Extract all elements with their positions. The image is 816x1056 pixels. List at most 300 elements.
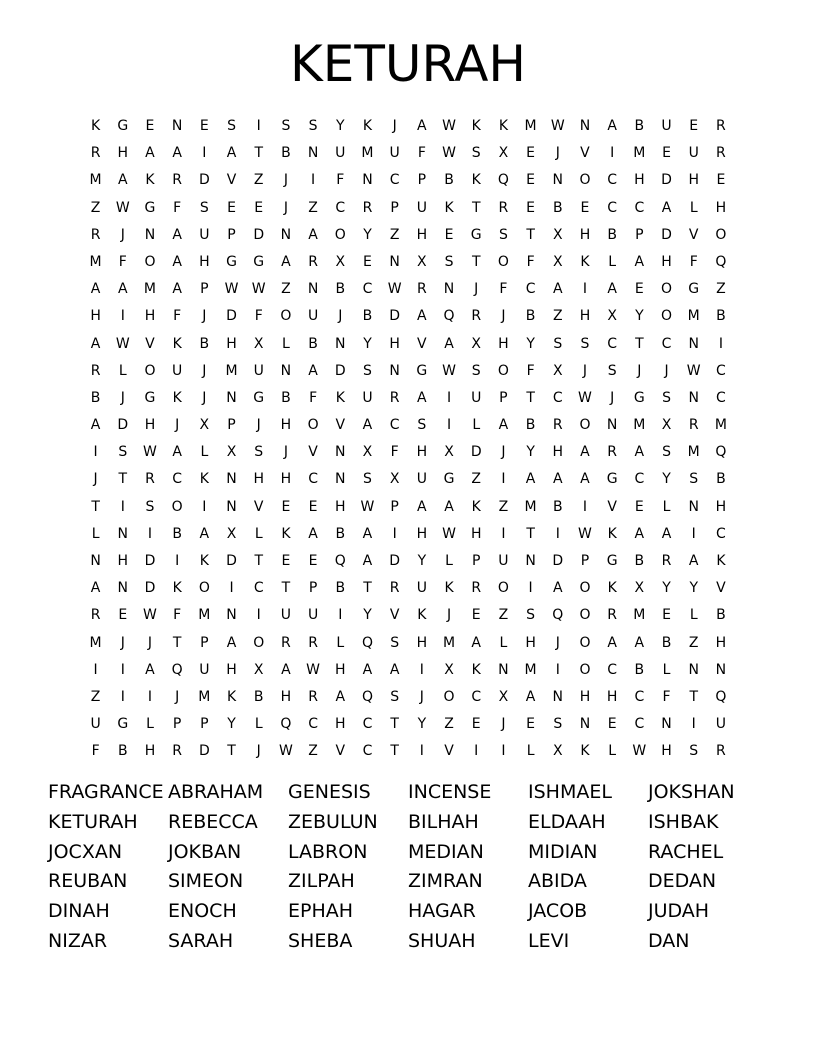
grid-letter: L [200, 444, 209, 461]
grid-letter: K [471, 118, 481, 134]
grid-letter: K [471, 661, 481, 678]
grid-letter: J [501, 308, 506, 325]
grid-letter: O [198, 580, 210, 597]
grid-letter: V [389, 607, 400, 624]
grid-letter: A [362, 661, 373, 678]
grid-letter: C [607, 335, 618, 352]
grid-letter: S [498, 226, 508, 243]
grid-letter: R [498, 199, 509, 216]
word-list-item: EPHAH [288, 900, 354, 923]
grid-letter: W [387, 281, 402, 298]
grid-letter: A [308, 525, 318, 542]
grid-letter: I [93, 661, 98, 678]
grid-letter: C [253, 580, 264, 597]
grid-letter: D [144, 553, 156, 569]
grid-letter: U [715, 716, 727, 733]
grid-letter: S [444, 253, 454, 270]
grid-letter: V [335, 743, 346, 760]
grid-letter: M [225, 362, 238, 379]
grid-letter: H [579, 308, 591, 325]
grid-letter: P [227, 417, 236, 434]
grid-letter: E [145, 118, 155, 134]
grid-letter: C [661, 335, 672, 352]
grid-letter: X [552, 226, 563, 243]
grid-letter: A [90, 580, 101, 597]
grid-letter: R [145, 471, 155, 488]
grid-letter: M [524, 661, 537, 678]
grid-letter: F [91, 743, 100, 760]
grid-row [82, 439, 742, 466]
grid-letter: K [716, 553, 726, 569]
grid-letter: A [444, 335, 454, 352]
grid-row [82, 657, 742, 684]
grid-letter: O [253, 634, 265, 651]
grid-letter: E [471, 607, 481, 624]
grid-letter: E [363, 253, 372, 270]
grid-letter: A [417, 389, 427, 406]
grid-letter: O [661, 308, 673, 325]
grid-letter: J [283, 199, 288, 216]
grid-letter: A [172, 226, 182, 243]
grid-row [82, 602, 742, 629]
grid-letter: I [718, 335, 723, 352]
grid-letter: E [716, 172, 726, 189]
grid-letter: K [145, 172, 155, 189]
grid-letter: I [528, 580, 533, 597]
grid-letter: R [308, 688, 318, 705]
grid-letter: E [254, 199, 264, 216]
word-list-item: BILHAH [408, 810, 479, 833]
grid-letter: E [580, 199, 590, 216]
grid-letter: J [637, 362, 642, 379]
grid-letter: M [89, 634, 102, 651]
grid-letter: A [308, 362, 318, 379]
grid-letter: Y [526, 444, 535, 461]
grid-letter: R [308, 253, 318, 270]
grid-letter: U [280, 607, 292, 624]
grid-letter: Z [716, 281, 726, 298]
grid-letter: R [308, 634, 318, 651]
grid-letter: J [664, 362, 669, 379]
grid-letter: D [552, 553, 564, 569]
word-list-item: JOCXAN [48, 840, 123, 863]
grid-letter: N [226, 471, 237, 488]
word-list-item: ISHBAK [648, 810, 719, 833]
grid-letter: L [282, 335, 290, 352]
grid-letter: X [226, 444, 237, 461]
grid-letter: C [389, 417, 400, 434]
grid-letter: N [226, 498, 237, 515]
grid-row [82, 412, 742, 439]
grid-letter: W [306, 661, 321, 678]
grid-letter: D [226, 308, 237, 325]
grid-letter: G [144, 389, 156, 406]
grid-letter: S [526, 607, 536, 624]
grid-letter: W [442, 118, 456, 134]
grid-letter: H [280, 688, 292, 705]
grid-letter: S [662, 389, 671, 406]
grid-letter: C [362, 716, 373, 733]
grid-letter: G [253, 389, 265, 406]
grid-row [82, 358, 742, 385]
grid-letter: A [417, 118, 427, 134]
grid-letter: R [172, 743, 183, 760]
grid-letter: S [662, 444, 671, 461]
word-list-item: ELDAAH [528, 810, 606, 833]
grid-letter: V [444, 743, 454, 760]
grid-letter: O [579, 661, 591, 678]
grid-letter: Z [90, 688, 101, 705]
word-list-item: HAGAR [408, 900, 476, 923]
grid-letter: W [686, 362, 701, 379]
grid-letter: L [146, 716, 154, 733]
grid-letter: E [471, 716, 481, 733]
grid-letter: H [335, 498, 346, 515]
grid-letter: E [444, 226, 454, 243]
grid-row [82, 494, 742, 521]
grid-letter: I [175, 553, 180, 569]
grid-letter: S [227, 118, 236, 134]
grid-letter: M [633, 417, 646, 434]
grid-letter: I [419, 661, 424, 678]
grid-letter: A [444, 498, 454, 515]
grid-letter: N [579, 716, 591, 733]
grid-letter: Y [662, 580, 671, 597]
grid-letter: Q [171, 661, 183, 678]
grid-letter: Z [498, 498, 509, 515]
grid-letter: B [117, 743, 128, 760]
grid-letter: H [199, 253, 210, 270]
grid-letter: M [714, 417, 727, 434]
grid-letter: C [335, 199, 346, 216]
grid-letter: H [661, 253, 672, 270]
grid-row [82, 167, 742, 194]
word-list-item: JOKBAN [168, 840, 242, 863]
grid-letter: U [471, 389, 482, 406]
grid-letter: C [716, 525, 726, 542]
grid-letter: N [171, 118, 183, 134]
grid-letter: P [227, 226, 236, 243]
grid-letter: A [634, 444, 645, 461]
grid-letter: M [633, 145, 646, 162]
grid-letter: I [474, 743, 479, 760]
grid-row [82, 711, 742, 738]
grid-letter: K [471, 172, 481, 189]
grid-letter: B [335, 580, 346, 597]
grid-letter: G [253, 253, 265, 270]
grid-letter: H [117, 553, 129, 569]
grid-letter: C [471, 688, 482, 705]
grid-letter: O [497, 253, 509, 270]
grid-letter: E [689, 118, 699, 134]
grid-letter: I [147, 688, 153, 705]
grid-letter: E [526, 145, 536, 162]
grid-letter: O [579, 634, 591, 651]
grid-letter: L [472, 417, 481, 434]
grid-letter: W [442, 362, 456, 379]
grid-letter: A [172, 444, 182, 461]
grid-letter: R [90, 607, 101, 624]
grid-letter: E [526, 199, 536, 216]
grid-letter: I [120, 661, 125, 678]
grid-letter: U [661, 118, 672, 134]
grid-letter: C [607, 172, 618, 189]
grid-letter: N [552, 688, 564, 705]
grid-letter: G [117, 716, 129, 733]
grid-letter: A [281, 253, 291, 270]
grid-letter: W [115, 335, 130, 352]
grid-letter: X [498, 145, 509, 162]
grid-letter: X [661, 417, 672, 434]
grid-letter: M [524, 118, 537, 134]
grid-letter: X [335, 253, 346, 270]
grid-letter: L [91, 525, 100, 542]
grid-letter: Z [552, 308, 563, 325]
word-list-item: ZILPAH [288, 870, 355, 893]
grid-letter: F [499, 281, 508, 298]
grid-letter: I [338, 607, 343, 624]
grid-letter: A [634, 253, 645, 270]
grid-letter: B [634, 553, 645, 569]
grid-letter: Y [227, 716, 236, 733]
word-list-item: RACHEL [648, 840, 724, 863]
grid-letter: P [200, 716, 209, 733]
grid-letter: A [117, 281, 128, 298]
grid-letter: T [172, 634, 182, 651]
grid-letter: Q [443, 308, 455, 325]
grid-letter: Q [715, 253, 727, 270]
grid-letter: T [254, 553, 263, 569]
grid-letter: Q [280, 716, 292, 733]
grid-letter: Z [308, 743, 318, 760]
grid-letter: A [471, 634, 481, 651]
grid-letter: S [254, 444, 264, 461]
grid-letter: C [308, 716, 318, 733]
grid-letter: G [688, 281, 700, 298]
grid-letter: Y [689, 580, 698, 597]
grid-letter: D [661, 172, 672, 189]
grid-row [82, 521, 742, 548]
grid-letter: C [362, 281, 373, 298]
grid-letter: S [471, 145, 481, 162]
word-list-item: JACOB [528, 900, 588, 923]
grid-letter: N [335, 444, 346, 461]
grid-letter: A [498, 417, 509, 434]
grid-letter: A [172, 145, 182, 162]
grid-letter: R [471, 308, 482, 325]
grid-letter: A [661, 525, 672, 542]
grid-letter: P [471, 553, 481, 569]
grid-letter: E [281, 498, 291, 515]
grid-letter: X [552, 362, 563, 379]
grid-letter: X [498, 688, 509, 705]
grid-letter: B [552, 498, 563, 515]
grid-letter: H [525, 634, 536, 651]
grid-letter: I [120, 688, 125, 705]
grid-letter: Y [336, 118, 345, 134]
grid-letter: L [662, 661, 671, 678]
grid-letter: R [90, 145, 101, 162]
grid-letter: I [582, 498, 588, 515]
grid-letter: I [446, 417, 452, 434]
grid-letter: V [145, 335, 155, 352]
grid-letter: X [389, 471, 400, 488]
grid-letter: O [171, 498, 183, 515]
grid-letter: U [416, 199, 427, 216]
grid-letter: A [580, 444, 590, 461]
grid-letter: I [256, 118, 261, 134]
grid-letter: Q [552, 607, 564, 624]
grid-letter: N [443, 281, 455, 298]
grid-letter: E [526, 172, 536, 189]
grid-letter: S [363, 471, 372, 488]
grid-letter: O [443, 688, 455, 705]
grid-letter: H [579, 688, 591, 705]
grid-letter: P [580, 553, 590, 569]
grid-letter: A [362, 525, 373, 542]
grid-letter: H [661, 743, 672, 760]
word-list-item: LEVI [528, 929, 570, 952]
grid-letter: K [444, 199, 454, 216]
grid-letter: H [688, 172, 699, 189]
grid-letter: B [525, 308, 536, 325]
grid-letter: M [687, 444, 700, 461]
letter-grid [82, 113, 742, 766]
grid-letter: R [607, 607, 618, 624]
grid-letter: R [362, 199, 373, 216]
grid-letter: O [334, 226, 346, 243]
grid-letter: S [553, 335, 563, 352]
grid-letter: L [499, 634, 508, 651]
grid-letter: Y [417, 553, 427, 569]
grid-letter: Z [281, 281, 291, 298]
grid-letter: U [307, 308, 319, 325]
grid-letter: B [634, 118, 645, 134]
grid-letter: K [172, 389, 182, 406]
grid-letter: D [198, 743, 210, 760]
grid-letter: P [390, 199, 399, 216]
grid-letter: I [555, 661, 560, 678]
grid-letter: V [226, 172, 237, 189]
grid-letter: R [172, 172, 183, 189]
grid-letter: J [202, 389, 207, 406]
grid-letter: A [226, 634, 237, 651]
grid-letter: N [335, 471, 346, 488]
grid-letter: Y [635, 308, 644, 325]
word-list-item: ABRAHAM [168, 781, 264, 803]
grid-letter: O [579, 417, 591, 434]
grid-letter: T [118, 471, 128, 488]
grid-letter: C [634, 688, 645, 705]
grid-letter: J [474, 281, 479, 298]
grid-letter: J [610, 389, 615, 406]
grid-letter: B [281, 389, 291, 406]
grid-letter: I [202, 145, 207, 162]
grid-letter: U [90, 716, 101, 733]
grid-letter: B [199, 335, 210, 352]
grid-letter: G [117, 118, 129, 134]
grid-letter: J [555, 145, 560, 162]
grid-letter: N [144, 226, 156, 243]
grid-letter: T [635, 335, 644, 352]
grid-row [82, 575, 742, 602]
grid-letter: O [579, 607, 591, 624]
grid-letter: I [555, 525, 560, 542]
grid-letter: N [389, 362, 400, 379]
grid-letter: M [89, 253, 102, 270]
grid-letter: A [362, 417, 373, 434]
grid-letter: H [715, 199, 727, 216]
grid-letter: D [117, 417, 129, 434]
grid-letter: L [118, 362, 127, 379]
grid-letter: F [173, 607, 182, 624]
grid-letter: H [335, 661, 346, 678]
grid-letter: N [307, 281, 319, 298]
grid-letter: M [633, 607, 646, 624]
grid-letter: L [608, 253, 617, 270]
grid-letter: H [117, 145, 129, 162]
grid-letter: H [606, 688, 618, 705]
grid-letter: H [90, 308, 101, 325]
grid-letter: J [120, 634, 125, 651]
grid-letter: B [335, 525, 346, 542]
grid-letter: J [256, 743, 261, 760]
grid-letter: R [471, 580, 482, 597]
grid-letter: J [446, 607, 452, 624]
grid-letter: S [145, 498, 155, 515]
grid-letter: J [120, 226, 125, 243]
grid-letter: J [202, 362, 207, 379]
grid-row [82, 466, 742, 493]
grid-letter: B [335, 281, 346, 298]
grid-letter: H [280, 417, 292, 434]
grid-letter: H [416, 525, 428, 542]
grid-letter: A [172, 253, 182, 270]
page-title: KETURAH [289, 35, 527, 93]
grid-letter: B [716, 308, 726, 325]
grid-letter: F [689, 253, 698, 270]
grid-letter: W [442, 525, 456, 542]
grid-letter: A [552, 281, 563, 298]
grid-letter: P [200, 634, 209, 651]
grid-letter: Y [363, 335, 372, 352]
grid-letter: M [143, 281, 157, 298]
grid-letter: C [389, 172, 400, 189]
word-list-item: FRAGRANCE [48, 781, 164, 803]
grid-letter: T [363, 580, 372, 597]
grid-letter: H [552, 444, 564, 461]
grid-letter: N [335, 335, 346, 352]
grid-letter: M [524, 498, 537, 515]
grid-row [82, 303, 742, 330]
grid-letter: S [118, 444, 128, 461]
grid-letter: O [579, 580, 591, 597]
grid-letter: T [281, 580, 291, 597]
grid-letter: J [175, 417, 180, 434]
grid-letter: G [144, 199, 156, 216]
grid-letter: B [716, 471, 726, 488]
word-list-item: LABRON [288, 840, 368, 863]
grid-letter: L [526, 743, 535, 760]
word-list-item: NIZAR [48, 929, 108, 952]
grid-letter: Y [662, 471, 671, 488]
grid-letter: K [172, 580, 182, 597]
grid-letter: S [689, 743, 699, 760]
grid-letter: I [446, 389, 452, 406]
grid-letter: N [389, 253, 400, 270]
grid-letter: R [389, 389, 400, 406]
grid-letter: I [229, 580, 234, 597]
